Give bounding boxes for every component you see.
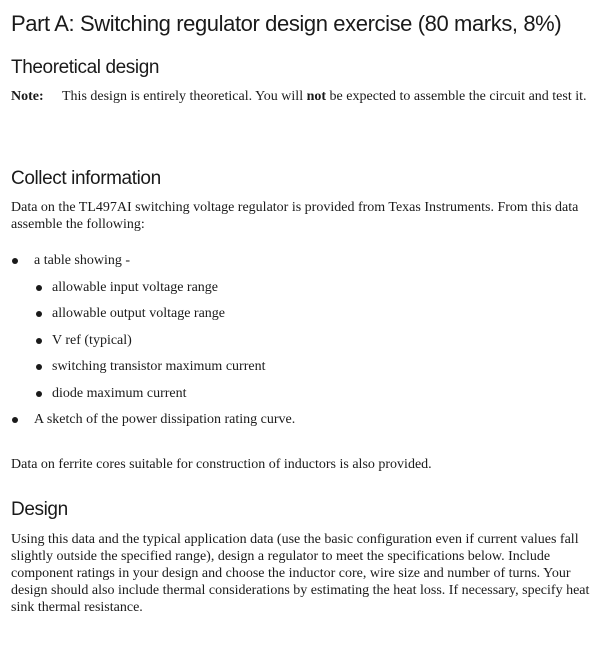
design-paragraph: Using this data and the typical application data (use the basic configuration even if current values fall slightly outside the specified range), design a regulator to meet the specifications below. Include component ratings in your design and choose the inductor core, wire size and number of turns. Your design should also include thermal considerations by estimating the heat loss. If necessary, specify heat sink thermal resistance.	[11, 532, 590, 615]
collect-intro-paragraph: Data on the TL497AI switching voltage regulator is provided from Texas Instruments. From this data assemble the following:	[11, 200, 579, 232]
bullet-dot-icon	[36, 338, 42, 344]
bullet-dot-icon	[36, 311, 42, 317]
note-label: Note:	[11, 89, 44, 104]
bullet-dot-icon	[12, 258, 18, 264]
note-text-end: be expected to assemble the circuit and test it.	[326, 89, 587, 104]
design-heading: Design	[11, 499, 68, 520]
collect-information-heading: Collect information	[11, 168, 161, 189]
sub-list-item-text: allowable input voltage range	[52, 280, 218, 295]
bullet-dot-icon	[12, 417, 18, 423]
ferrite-cores-paragraph: Data on ferrite cores suitable for construction of inductors is also provided.	[11, 457, 432, 472]
sub-list-item-text: allowable output voltage range	[52, 306, 225, 321]
theoretical-design-heading: Theoretical design	[11, 57, 160, 78]
bullet-dot-icon	[36, 391, 42, 397]
note-text-start: This design is entirely theoretical. You will	[62, 89, 307, 104]
list-item-text: a table showing -	[34, 253, 131, 268]
sub-list-item-text: V ref (typical)	[52, 333, 132, 348]
note-emphasis: not	[306, 89, 327, 104]
bullet-dot-icon	[36, 285, 42, 291]
page-title: Part A: Switching regulator design exercise (80 marks, 8%)	[11, 11, 562, 36]
list-item-text: A sketch of the power dissipation rating curve.	[34, 412, 296, 427]
sub-list-item-text: switching transistor maximum current	[52, 359, 266, 374]
note-text	[62, 88, 597, 105]
bullet-dot-icon	[36, 364, 42, 370]
sub-list-item-text: diode maximum current	[52, 386, 187, 401]
